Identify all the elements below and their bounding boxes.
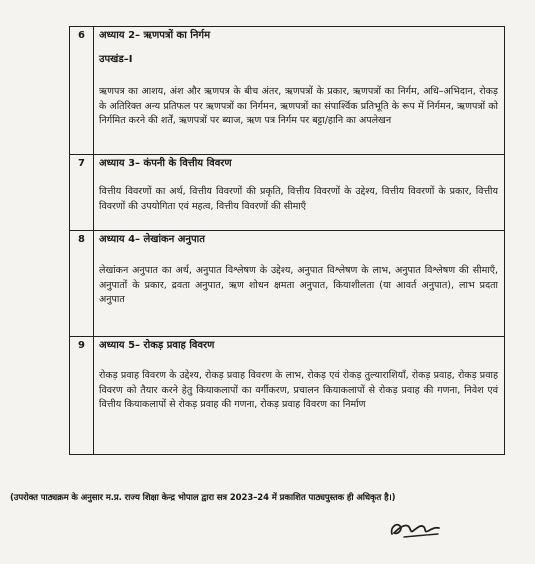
chapter-title: अध्याय 2– ऋणपत्रों का निर्गम	[99, 30, 211, 41]
chapter-description: रोकड़ प्रवाह विवरण के उद्देश्य, रोकड़ प्रवाह विवरण के लाभ, रोकड़ एवं रोकड़ तुल्याराशियाँ, रोकड़ प्रवाह, रोकड़ प्रवाह विवरण को तैयार करने हेतु कियाकलापों का वर्गीकरण, प्रचालन कियाकलापों से रोकड़ प्रवाह की गणना, निवेश एवं वित्तीय कियाकलापों से रोकड़ प्रवाह की गणना, रोकड़ प्रवाह विवरण का निर्माण	[99, 370, 498, 410]
syllabus-table	[69, 26, 505, 455]
row-number: 8	[70, 231, 94, 337]
table-row	[70, 231, 505, 337]
footnote: (उपरोक्त पाठ्यक्रम के अनुसार म.प्र. राज्य शिक्षा केन्द्र भोपाल द्वारा सत्र 2023–24 में प्रकाशित पाठ्यपुस्तक ही अधिकृत है।)	[10, 493, 396, 503]
chapter-description: लेखांकन अनुपात का अर्थ, अनुपात विश्लेषण के उद्देश्य, अनुपात विश्लेषण के लाभ, अनुपात विश्लेषण की सीमाएँ, अनुपातों के प्रकार, द्रवता अनुपात, ऋण शोधन क्षमता अनुपात, कियाशीलता (या आवर्त अनुपात), लाभ प्रदता अनुपात	[99, 265, 498, 305]
chapter-title: अध्याय 4– लेखांकन अनुपात	[99, 234, 205, 245]
row-number: 9	[70, 337, 94, 455]
subsection-heading: उपखंड–I	[99, 54, 133, 65]
row-content	[94, 27, 505, 155]
row-number: 7	[70, 155, 94, 231]
signature-image	[384, 510, 444, 544]
row-content	[94, 155, 505, 231]
chapter-title: अध्याय 3– कंपनी के वित्तीय विवरण	[99, 158, 232, 169]
chapter-title: अध्याय 5– रोकड़ प्रवाह विवरण	[99, 340, 215, 351]
table-row	[70, 155, 505, 231]
chapter-description: वित्तीय विवरणों का अर्थ, वित्तीय विवरणों की प्रकृति, वित्तीय विवरणों के उद्देश्य, वित्तीय विवरणों के प्रकार, वित्तीय विवरणों की उपयोगिता एवं महत्व, वित्तीय विवरणों की सीमाएँ	[99, 186, 498, 212]
table-row	[70, 337, 505, 455]
row-content	[94, 231, 505, 337]
row-content	[94, 337, 505, 455]
chapter-description: ऋणपत्र का आशय, अंश और ऋणपत्र के बीच अंतर, ऋणपत्रों के प्रकार, ऋणपत्रों का निर्गम, अधि–अभिदान, रोकड़ के अतिरिक्त अन्य प्रतिफल पर ऋणपत्रों का निर्गमन, ऋणपत्रों का संपार्श्विक प्रतिभूति के रूप में निर्गमन, ऋणपत्रों को निर्गमित करने की शर्तें, ऋणपत्रों पर ब्याज, ऋण पत्र निर्गम पर बट्टा/हानि का अपलेखन	[99, 86, 498, 126]
table-row	[70, 27, 505, 155]
row-number: 6	[70, 27, 94, 155]
